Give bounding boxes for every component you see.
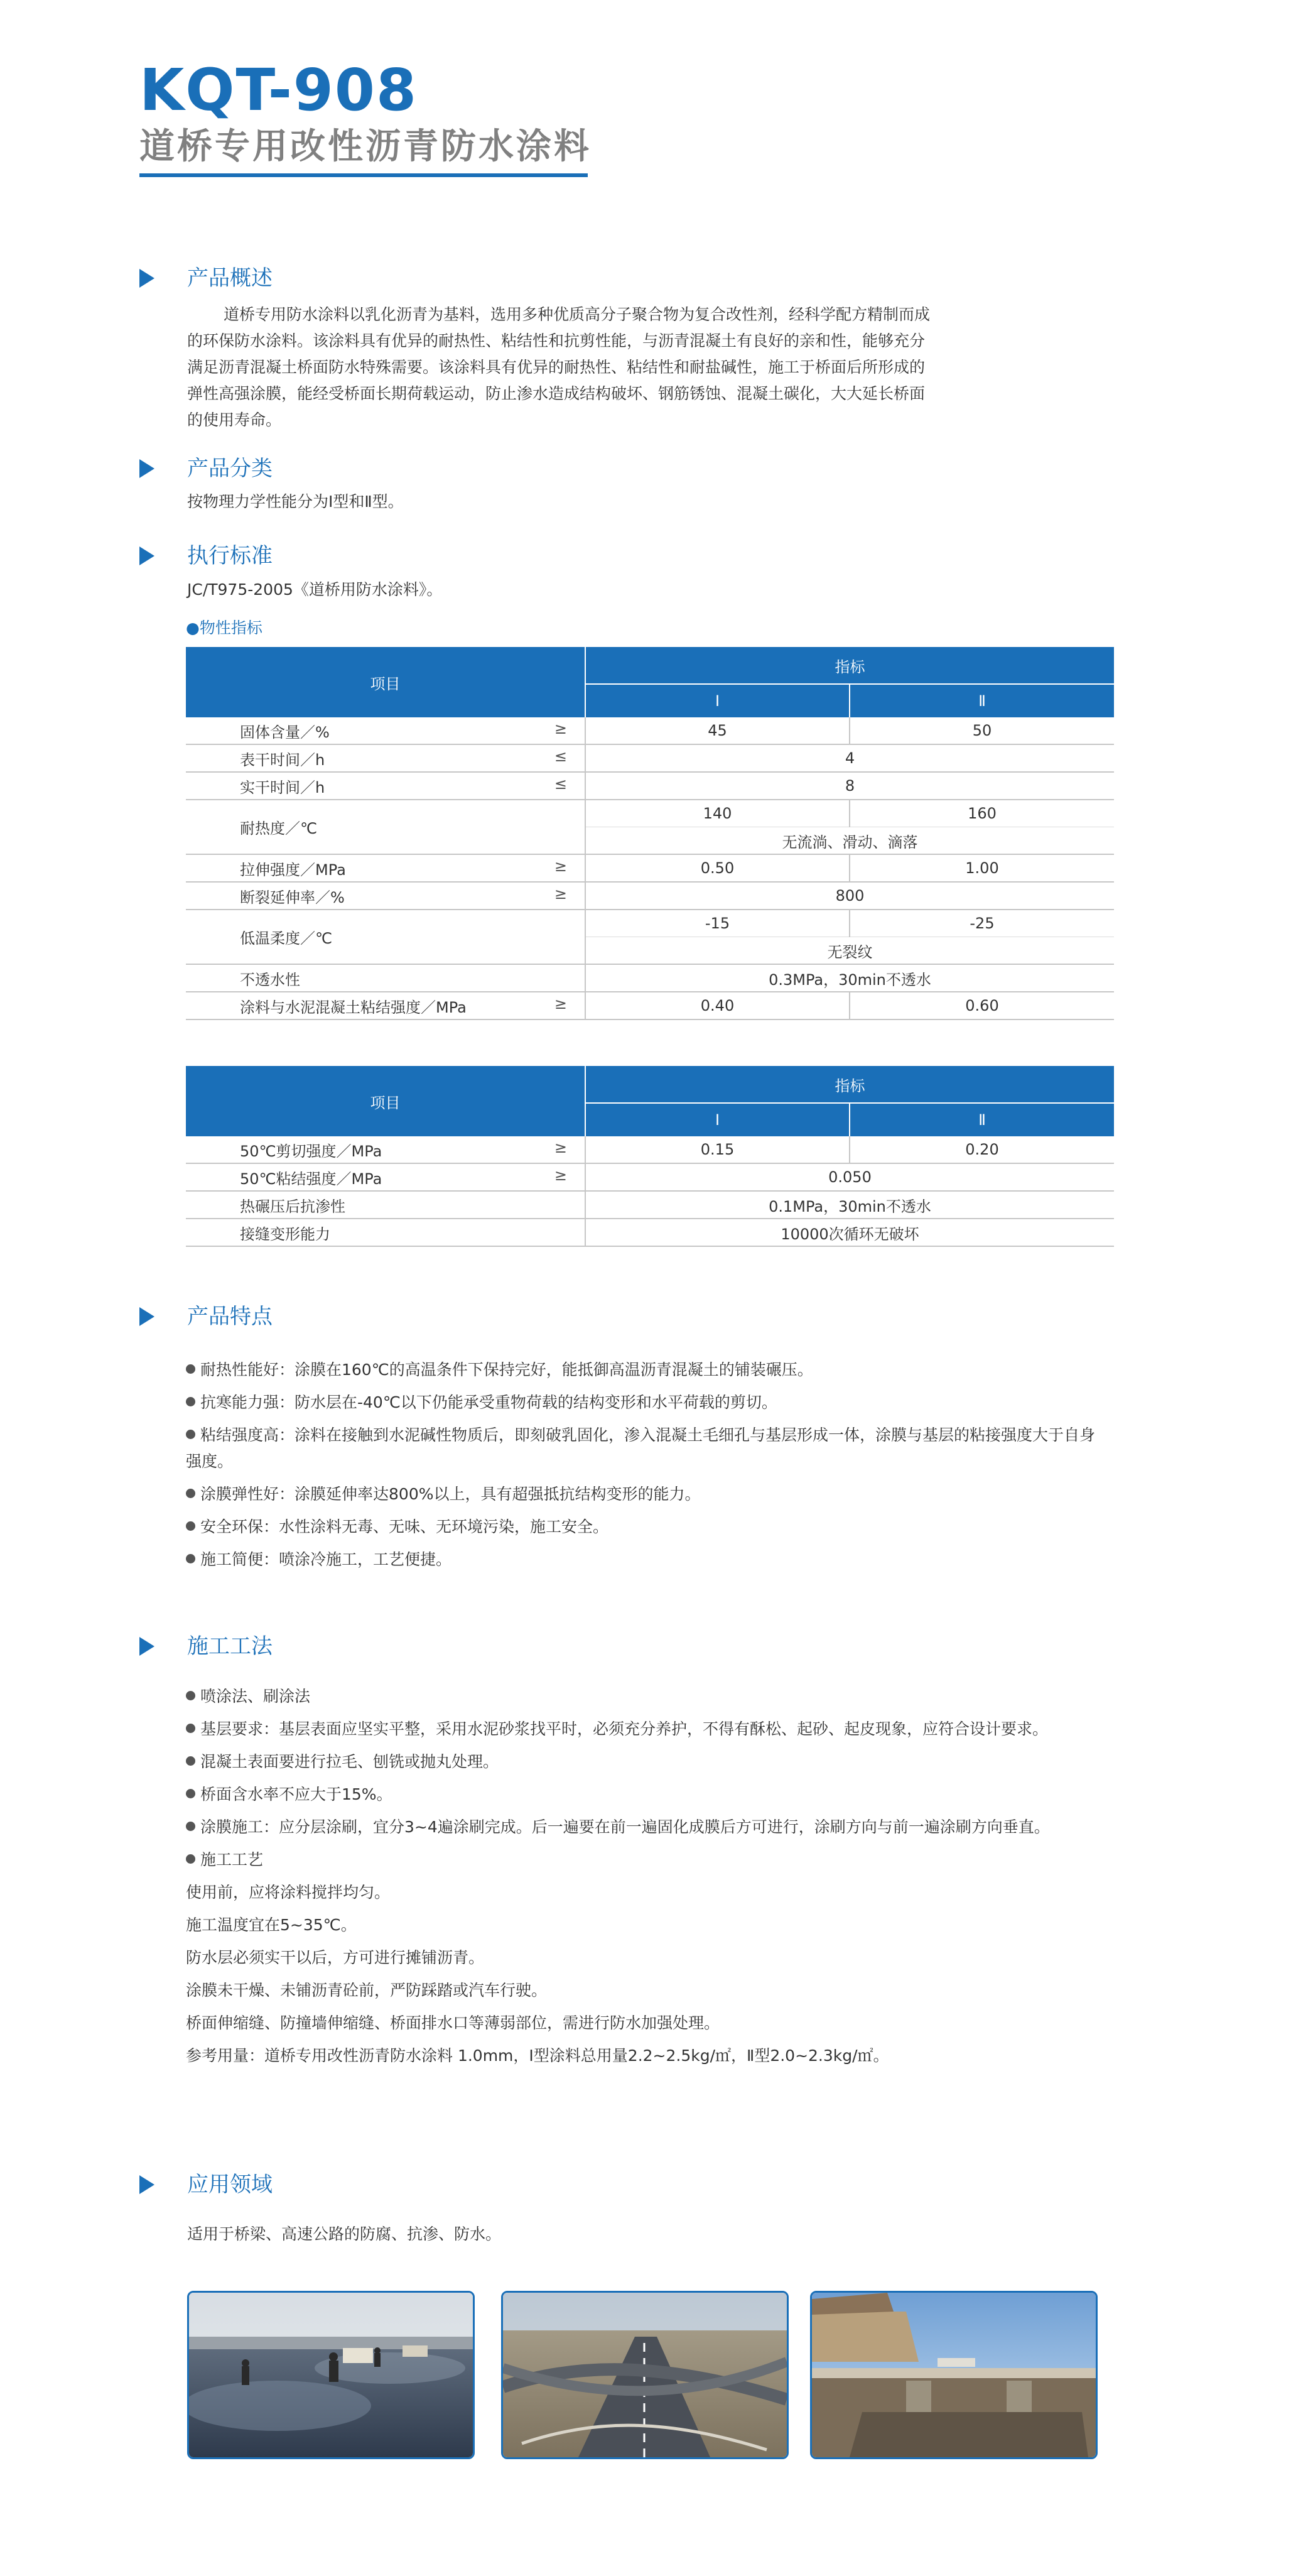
- list-item: 涂膜施工：应分层涂刷，宜分3~4遍涂刷完成。后一遍要在前一遍固化成膜后方可进行，涂刷方向与前一遍涂刷方向垂直。: [186, 1814, 1096, 1840]
- value-note: 无裂纹: [585, 937, 1114, 965]
- triangle-arrow-icon: [139, 1307, 154, 1326]
- row-name: 低温柔度／℃: [240, 930, 332, 947]
- triangle-arrow-icon: [139, 1637, 154, 1656]
- product-model: KQT-908: [139, 57, 418, 124]
- property-table-1: [186, 647, 1114, 1020]
- process-line: 参考用量：道桥专用改性沥青防水涂料 1.0mm，Ⅰ型涂料总用量2.2~2.5kg/㎡，Ⅱ型2.0~2.3kg/㎡。: [186, 2046, 889, 2065]
- row-name: 耐热度／℃: [240, 820, 317, 837]
- table-row: [186, 1136, 1114, 1163]
- process-line: 桥面伸缩缝、防撞墙伸缩缝、桥面排水口等薄弱部位，需进行防水加强处理。: [186, 2014, 720, 2032]
- value-merged: 0.3MPa，30min不透水: [585, 964, 1114, 992]
- value-type2: -25: [850, 910, 1114, 937]
- section-title: 产品分类: [187, 456, 273, 481]
- value-merged: 0.1MPa，30min不透水: [585, 1191, 1114, 1219]
- photo-highway-interchange: [501, 2291, 789, 2459]
- table-row: [186, 717, 1114, 744]
- value-merged: 8: [585, 772, 1114, 800]
- bullet-dot-icon: [186, 1430, 195, 1439]
- row-operator: ≥: [554, 994, 567, 1013]
- features-list: [186, 1357, 1096, 1579]
- overview-line: 道桥专用防水涂料以乳化沥青为基料，选用多种优质高分子聚合物为复合改性剂，经科学配方精制而成: [224, 305, 931, 323]
- overview-line: 的环保防水涂料。该涂料具有优异的耐热性、粘结性和抗剪性能，与沥青混凝土有良好的亲和性，能够充分: [187, 332, 926, 350]
- product-subtitle: 道桥专用改性沥青防水涂料: [139, 126, 592, 167]
- classification-text: 按物理力学性能分为Ⅰ型和Ⅱ型。: [187, 492, 404, 511]
- column-header-type1: Ⅰ: [585, 684, 850, 717]
- title-underline: [139, 173, 588, 177]
- section-title: 产品特点: [187, 1304, 273, 1329]
- column-header-index: 指标: [585, 647, 1114, 684]
- bullet-dot-icon: [186, 1364, 195, 1374]
- value-type1: 0.40: [585, 992, 850, 1019]
- row-name: 50℃粘结强度／MPa: [240, 1170, 382, 1188]
- value-type2: 160: [850, 800, 1114, 827]
- value-type1: 45: [585, 717, 850, 744]
- triangle-arrow-icon: [139, 2175, 154, 2194]
- value-type2: 1.00: [850, 854, 1114, 882]
- section-title: 执行标准: [187, 543, 273, 568]
- value-type1: 0.50: [585, 854, 850, 882]
- overview-line: 满足沥青混凝土桥面防水特殊需要。该涂料具有优异的耐热性、粘结性和耐盐碱性，施工于桥面后所形成的: [187, 358, 926, 376]
- bullet-dot-icon: [186, 1822, 195, 1831]
- overview-text: [187, 302, 1091, 433]
- list-item: 混凝土表面要进行拉毛、刨铣或抛丸处理。: [186, 1749, 1096, 1775]
- column-header-index: 指标: [585, 1066, 1114, 1103]
- construction-list: [186, 1683, 1096, 2075]
- table-row: [186, 1219, 1114, 1246]
- photo-bridge-deck-spraying: [187, 2291, 475, 2459]
- row-name: 表干时间／h: [240, 751, 325, 769]
- list-item: 桥面含水率不应大于15%。: [186, 1781, 1096, 1808]
- value-merged: 0.050: [585, 1163, 1114, 1191]
- value-type2: 0.60: [850, 992, 1114, 1019]
- section-title: 产品概述: [187, 266, 273, 291]
- bullet-dot-icon: [186, 1789, 195, 1798]
- list-item: 耐热性能好：涂膜在160℃的高温条件下保持完好，能抵御高温沥青混凝土的铺装碾压。: [186, 1357, 1096, 1383]
- row-operator: ≤: [554, 747, 567, 765]
- row-operator: ≥: [554, 719, 567, 737]
- list-item: 安全环保：水性涂料无毒、无味、无环境污染，施工安全。: [186, 1514, 1096, 1540]
- row-name: 接缝变形能力: [240, 1225, 330, 1243]
- standard-text: JC/T975-2005《道桥用防水涂料》。: [187, 580, 443, 599]
- row-operator: ≥: [554, 1166, 567, 1184]
- column-header-type2: Ⅱ: [850, 684, 1114, 717]
- triangle-arrow-icon: [139, 269, 154, 288]
- value-type1: -15: [585, 910, 850, 937]
- value-merged: 4: [585, 744, 1114, 772]
- overview-line: 的使用寿命。: [187, 411, 282, 429]
- table-row: [186, 854, 1114, 882]
- row-name: 热碾压后抗渗性: [240, 1197, 345, 1215]
- row-name: 不透水性: [240, 970, 300, 989]
- bullet-dot-icon: [186, 1489, 195, 1498]
- list-item: 喷涂法、刷涂法: [186, 1683, 1096, 1710]
- table-row: [186, 992, 1114, 1019]
- table-row: [186, 882, 1114, 910]
- process-line: 施工温度宜在5~35℃。: [186, 1916, 357, 1934]
- bullet-dot-icon: [186, 1724, 195, 1733]
- list-item: 粘结强度高：涂料在接触到水泥碱性物质后，即刻破乳固化，渗入混凝土毛细孔与基层形成一体，涂膜与基层的粘接强度大于自身强度。: [186, 1426, 1096, 1470]
- row-operator: ≤: [554, 774, 567, 793]
- list-item: 施工工艺: [186, 1847, 1096, 1873]
- column-header-item: 项目: [186, 1066, 585, 1136]
- process-line: 涂膜未干燥、未铺沥青砼前，严防踩踏或汽车行驶。: [186, 1981, 548, 1999]
- table-row: [186, 1191, 1114, 1219]
- bullet-dot-icon: [186, 1521, 195, 1531]
- overview-line: 弹性高强涂膜，能经受桥面长期荷载运动，防止渗水造成结构破坏、钢筋锈蚀、混凝土碳化，大大延长桥面: [187, 384, 926, 403]
- row-name: 拉伸强度／MPa: [240, 861, 346, 879]
- row-operator: ≥: [554, 884, 567, 903]
- value-type1: 140: [585, 800, 850, 827]
- triangle-arrow-icon: [139, 459, 154, 478]
- row-name: 实干时间／h: [240, 778, 325, 796]
- list-item: 施工简便：喷涂冷施工，工艺便捷。: [186, 1546, 1096, 1573]
- table-row: [186, 772, 1114, 800]
- table-row: [186, 800, 1114, 827]
- section-title: 应用领域: [187, 2172, 273, 2197]
- list-item: 涂膜弹性好：涂膜延伸率达800%以上，具有超强抵抗结构变形的能力。: [186, 1481, 1096, 1508]
- column-header-item: 项目: [186, 647, 585, 717]
- table-row: [186, 744, 1114, 772]
- table-row: [186, 1163, 1114, 1191]
- section-title: 施工工法: [187, 1634, 273, 1659]
- table-row: [186, 910, 1114, 937]
- list-item: 抗寒能力强：防水层在-40℃以下仍能承受重物荷载的结构变形和水平荷载的剪切。: [186, 1389, 1096, 1416]
- application-text: 适用于桥梁、高速公路的防腐、抗渗、防水。: [187, 2225, 502, 2243]
- value-type2: 50: [850, 717, 1114, 744]
- row-operator: ≥: [554, 857, 567, 875]
- bullet-dot-icon: [186, 1691, 195, 1700]
- property-table-2: [186, 1066, 1114, 1247]
- column-header-type1: Ⅰ: [585, 1103, 850, 1136]
- column-header-type2: Ⅱ: [850, 1103, 1114, 1136]
- bullet-dot-icon: [186, 1854, 195, 1864]
- row-name: 涂料与水泥混凝土粘结强度／MPa: [240, 998, 467, 1016]
- value-type1: 0.15: [585, 1136, 850, 1163]
- list-item: 基层要求：基层表面应坚实平整，采用水泥砂浆找平时，必须充分养护，不得有酥松、起砂、起皮现象，应符合设计要求。: [186, 1716, 1096, 1742]
- value-merged: 800: [585, 882, 1114, 910]
- process-line: 使用前，应将涂料搅拌均匀。: [186, 1883, 391, 1901]
- triangle-arrow-icon: [139, 546, 154, 565]
- row-name: 断裂延伸率／%: [240, 888, 345, 906]
- value-merged: 10000次循环无破坏: [585, 1219, 1114, 1246]
- value-type2: 0.20: [850, 1136, 1114, 1163]
- value-note: 无流淌、滑动、滴落: [585, 827, 1114, 855]
- bullet-dot-icon: [186, 1397, 195, 1406]
- row-name: 50℃剪切强度／MPa: [240, 1142, 382, 1160]
- row-operator: ≥: [554, 1138, 567, 1156]
- row-name: 固体含量／%: [240, 723, 330, 741]
- bullet-dot-icon: [186, 1756, 195, 1766]
- bullet-dot-icon: [186, 1554, 195, 1563]
- table-row: [186, 964, 1114, 992]
- process-line: 防水层必须实干以后，方可进行摊铺沥青。: [186, 1948, 485, 1967]
- property-index-label: ●物性指标: [186, 619, 262, 637]
- photo-bridge-construction: [810, 2291, 1098, 2459]
